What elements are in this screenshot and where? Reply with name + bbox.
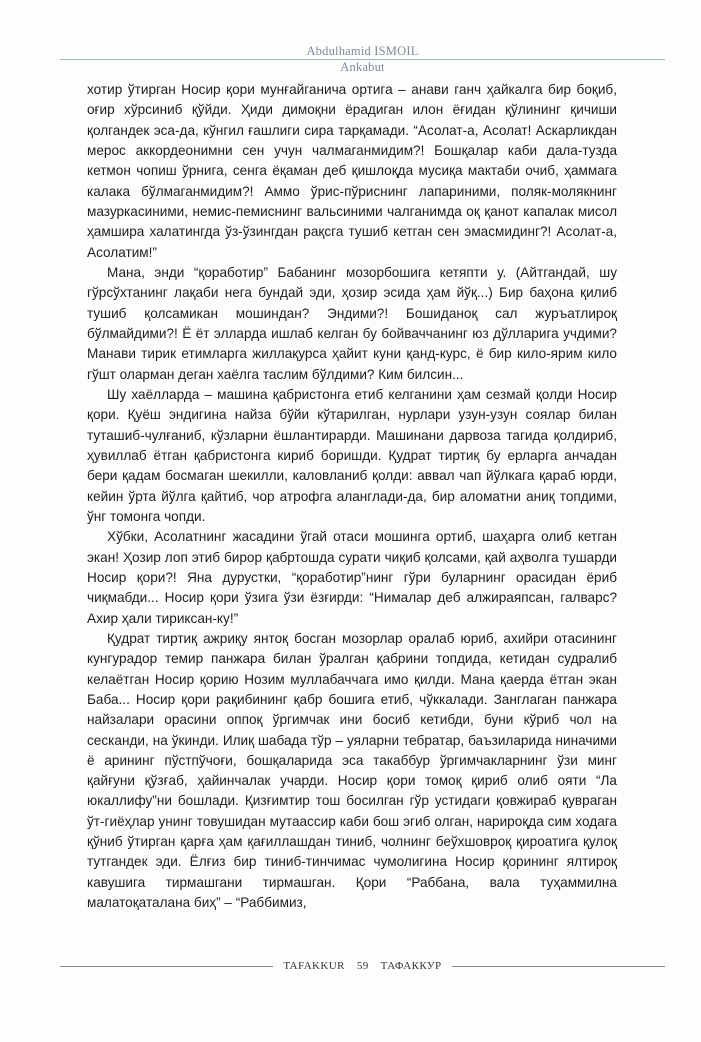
footer-title-cyrillic: ТАФАККУР xyxy=(380,960,442,972)
footer-rule-right xyxy=(452,966,665,967)
footer-rule-left xyxy=(60,966,273,967)
running-footer xyxy=(60,958,665,974)
footer-title-latin: TAFAKKUR xyxy=(283,960,345,972)
footer-text xyxy=(273,960,451,972)
running-header xyxy=(60,44,665,74)
header-author: Abdulhamid ISMOIL xyxy=(306,44,419,58)
body-text xyxy=(87,80,617,913)
paragraph-3: Шу хаёлларда – машина қабристонга етиб келганини ҳам сезмай қолди Носир қори. Қуёш эндигина найза бўйи кўтарилган, нурлари узун-узун соялар билан туташиб-чулғаниб, кўзларни ёшлантирарди. Машинани дарвоза тагида қолдириб, ҳувиллаб ётган қабристонга кириб боришди. Қудрат тиртиқ бу ерларга анчадан бери қадам босмаган шекилли, каловланиб қолди: аввал чап йўлкага қараб юрди, кейин ўрта йўлга қайтиб, чор атрофга аланглади-да, бир аломатни аниқ топдими, ўнг томонга чопди. xyxy=(87,386,617,524)
paragraph-2: Мана, энди “қоработир” Бабанинг мозорбошига кетяпти у. (Айтгандай, шу гўрсўхтанинг лақаби нега бундай эди, ҳозир эсида ҳам йўқ...) Бир баҳона қилиб тушиб қолсамикан мошиндан? Эндими?! Бошиданоқ сал журъатлироқ бўлмайдими?! Ё ёт элларда ишлаб келган бу бойваччанинг юз дўлларига учдими? Манави тирик етимларга жиллақурса ҳайит куни қанд-курс, ё бир кило-ярим кило гўшт оларман деган хаёлга таслим бўлдими? Ким билсин... xyxy=(87,264,617,382)
paragraph-1: хотир ўтирган Носир қори мунғайганича ортига – анави ганч ҳайкалга бир боқиб, оғир хўрсиниб қўйди. Ҳиди димоқни ёрадиган илон ёғидан қўлининг қичиши қолгандек эса-да, кўнгил ғашлиги сира тарқамади. “Асолат-а, Асолат! Аскарликдан мерос аккордеонимни сен учун чалмаганмидим?! Бошқалар каби дала-тузда кетмон чопиш ўрнига, сенга ёқаман деб қишлоқда мусиқа мактаби очиб, ҳаммага калака бўлмаганмидим?! Аммо ўрис-пўриснинг лапариними, поляк-молякнинг мазуркасиними, немис-пемиснинг вальсиними чалганимда оқ қанот капалак мисол ҳамшира халатингда ўз-ўзингдан рақсга тушиб кетган сен эмасмидинг?! Асолат-а, Асолатим!” xyxy=(87,82,617,260)
page-number: 59 xyxy=(356,960,369,972)
header-work-title: Ankabut xyxy=(340,60,385,74)
paragraph-5: Қудрат тиртиқ ажриқу янтоқ босган мозорлар оралаб юриб, ахийри отасининг кунгурадор темир панжара билан ўралган қабрини топдида, кетидан судралиб келаётган Носир қорию Нозим муллабаччага имо қилди. Мана қаерда ётган экан Баба... Носир қори рақибининг қабр бошига етиб, чўккалади. Занглаган панжара найзалари орасини оппоқ ўргимчак ини босиб кетибди, буни кўриб чол на сесканди, на ўкинди. Илиқ шабада тўр – уяларни тебратар, баъзиларида ниначими ё арининг пўстпўчоғи, бошқаларида эса такаббур ўргимчакларнинг ўзи минг қайғуни қўзғаб, ҳайинчалак учарди. Носир қори томоқ қириб олиб ояти “Ла юкаллифу”ни бошлади. Қизғимтир тош босилган гўр устидаги қовжираб қувраган ўт-гиёҳлар унинг товушидан мутаассир каби бош эгиб олган, нарироқда сим ходага қўниб ўтирган қарға ҳам қағиллашдан тиниб, чолнинг беўхшовроқ қироатига қулоқ тутгандек эди. Ёлғиз бир тиниб-тинчимас чумолигина Носир қорининг ялтироқ кавушига тирмашгани тирмашган. Қори “Раббана, вала туҳаммилна малатоқаталана биҳ” – “Раббимиз, xyxy=(87,630,617,911)
paragraph-4: Хўбки, Асолатнинг жасадини ўгай отаси мошинга ортиб, шаҳарга олиб кетган экан! Ҳозир лоп этиб бирор қабртошда сурати чиқиб қолсами, қай аҳволга тушарди Носир қори?! Яна дурустки, “қоработир”нинг гўри буларнинг орасидан ёриб чиқмабди... Носир қори ўзига ўзи ёзғирди: “Нималар деб алжираяпсан, галварс? Ахир ҳали тириксан-ку!” xyxy=(87,529,617,626)
